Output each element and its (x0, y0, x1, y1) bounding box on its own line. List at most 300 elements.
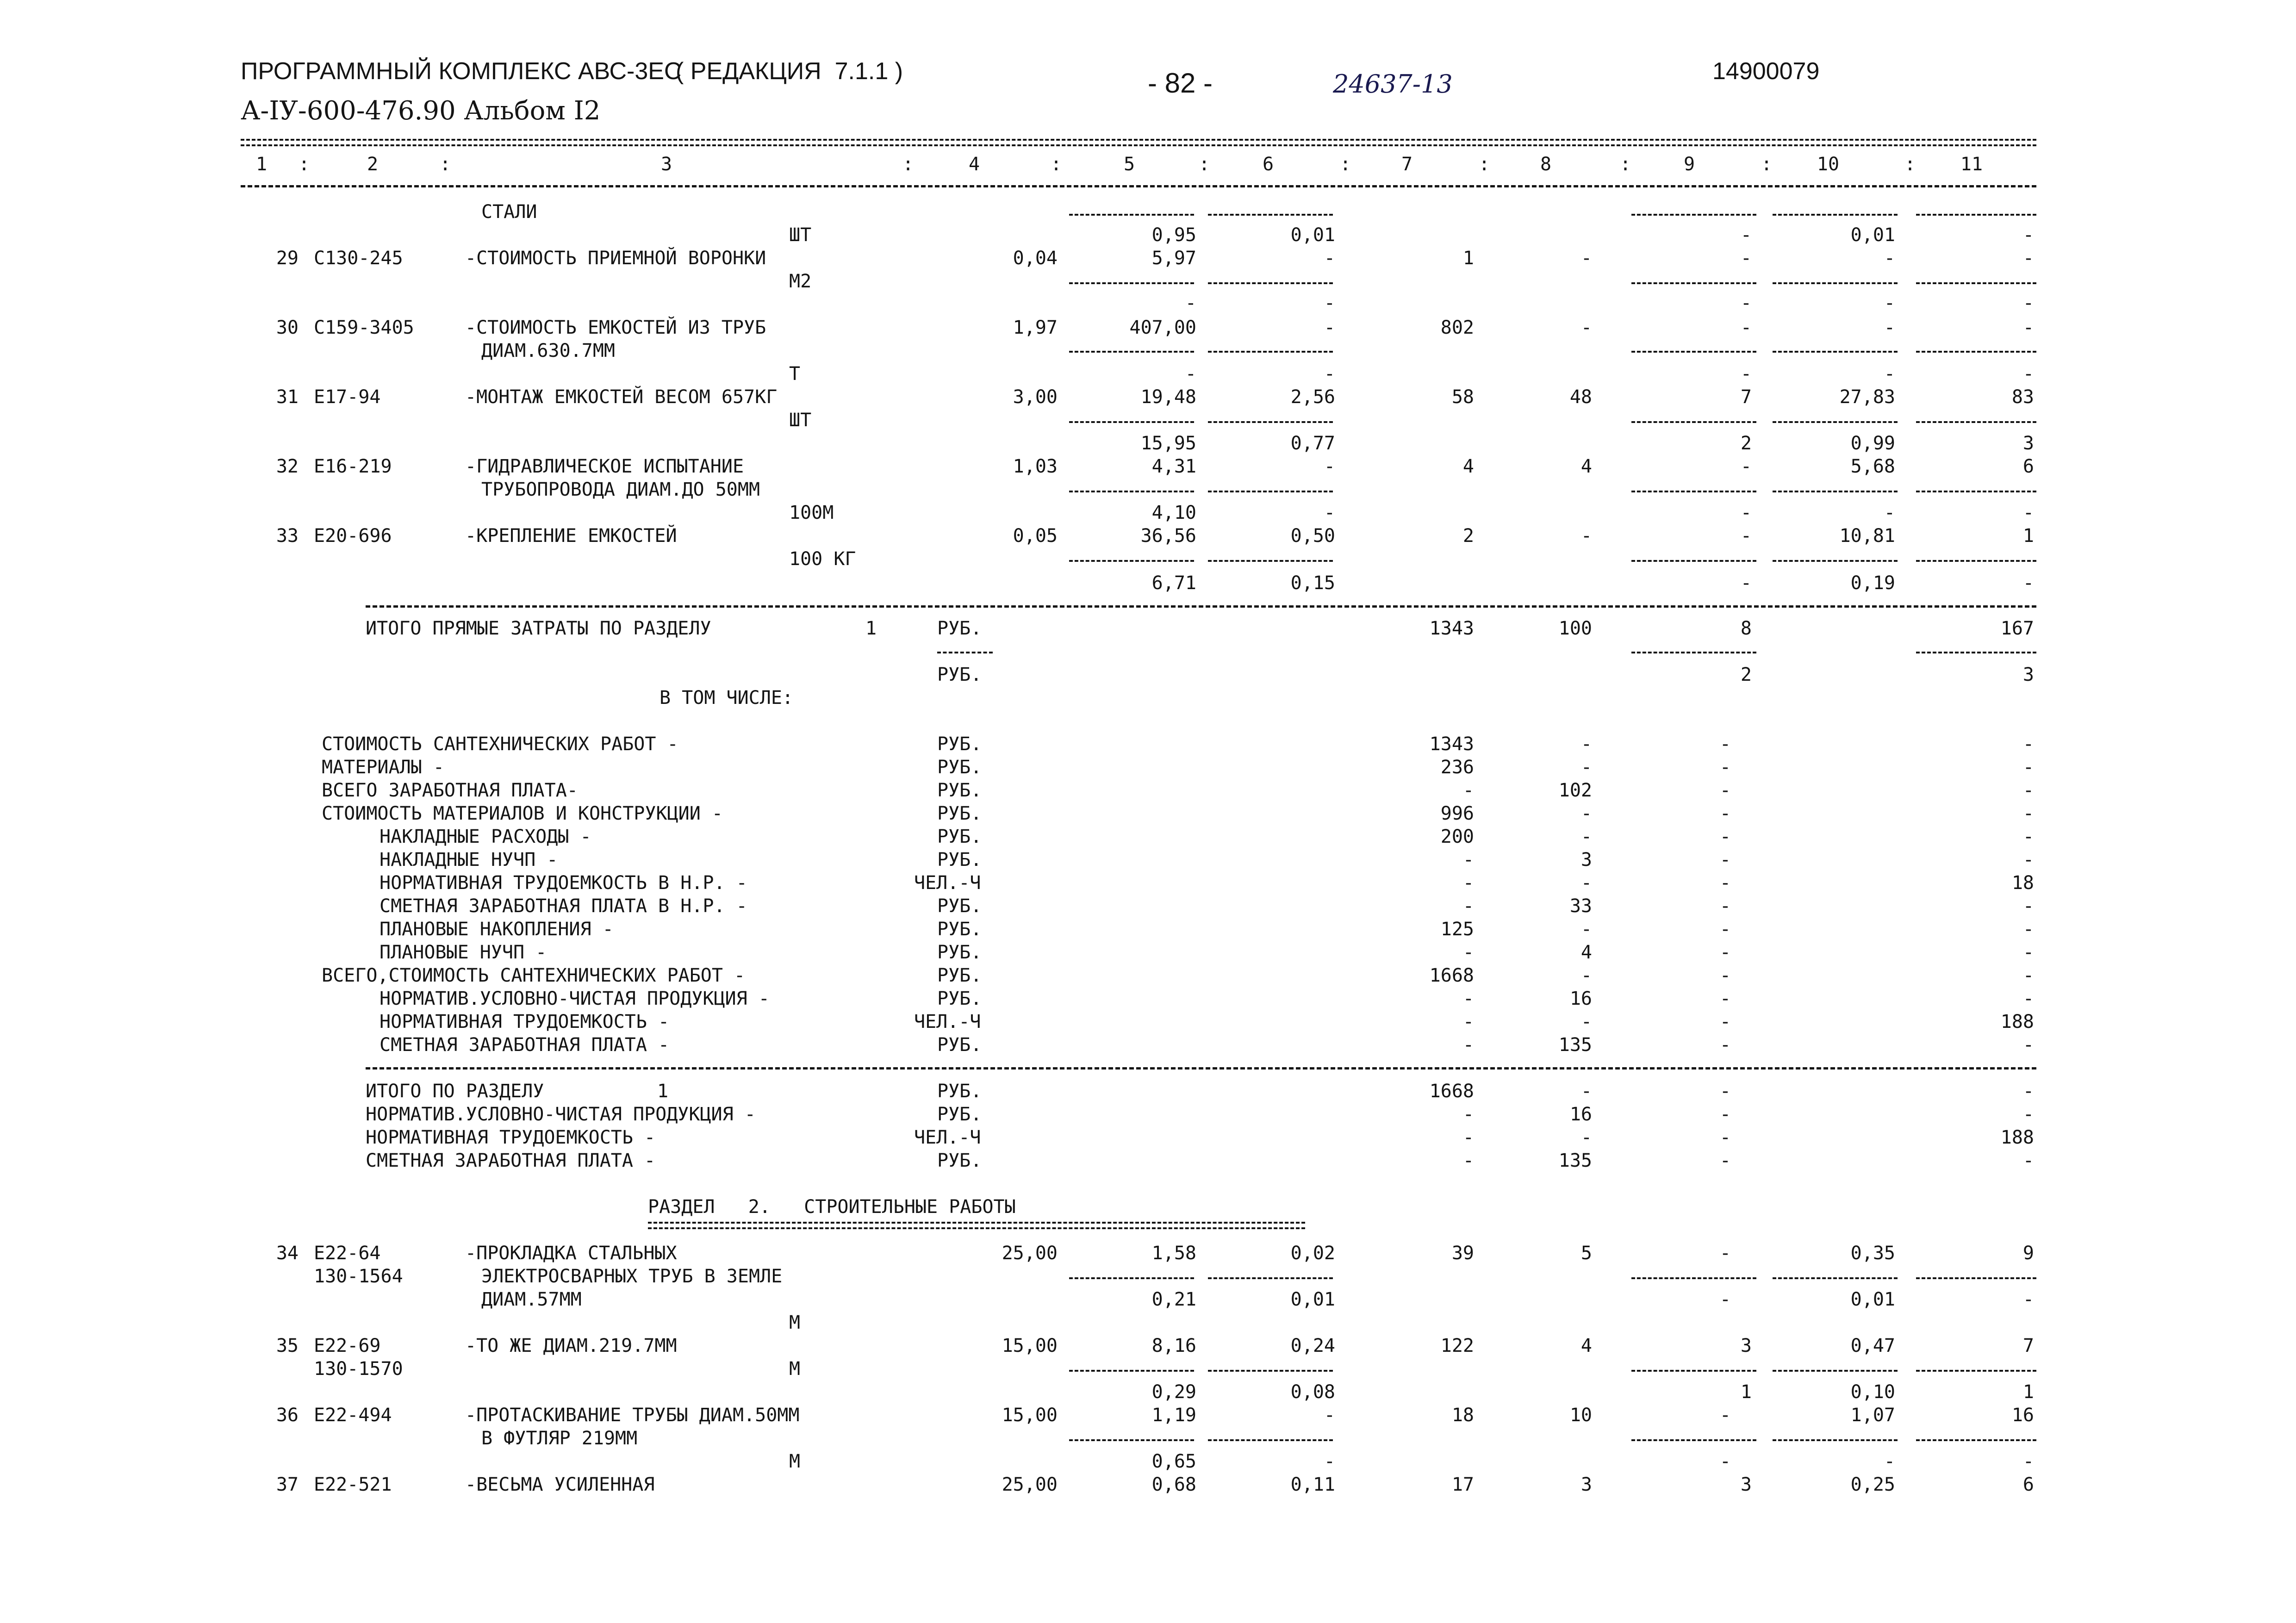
cell-c11: - (2022, 942, 2034, 963)
breakdown-unit: ЧЕЛ.-Ч (914, 872, 981, 894)
cell-divider (937, 652, 993, 653)
cell-c8: - (1580, 757, 1592, 778)
cell-divider (1916, 491, 2036, 492)
item-unit: М2 (789, 271, 812, 292)
col-header: 8 (1540, 154, 1552, 175)
cell-divider (1631, 1370, 1756, 1372)
breakdown-unit: РУБ. (937, 757, 982, 778)
item-description: СТАЛИ (481, 201, 537, 223)
including-heading: В ТОМ ЧИСЛЕ: (660, 687, 793, 709)
item-code: С159-3405 (314, 317, 414, 338)
item-number: 29 (276, 248, 299, 269)
cell-c8: 3 (1580, 849, 1592, 871)
item-description: -КРЕПЛЕНИЕ ЕМКОСТЕЙ (465, 525, 677, 547)
breakdown-unit: РУБ. (937, 1034, 982, 1056)
breakdown-label: МАТЕРИАЛЫ - (322, 757, 444, 778)
cell-c5: 4,31 (1151, 456, 1196, 477)
breakdown-label: ПЛАНОВЫЕ НАКОПЛЕНИЯ - (380, 919, 614, 940)
cell-c10: 0,01 (1850, 1289, 1895, 1310)
section2-underline (648, 1222, 1305, 1229)
cell-c5: 407,00 (1129, 317, 1196, 338)
cell-c8: 16 (1569, 1104, 1592, 1125)
item-number: 33 (276, 525, 299, 547)
section-total-label: СМЕТНАЯ ЗАРАБОТНАЯ ПЛАТА - (366, 1150, 656, 1171)
cell-c7: 802 (1440, 317, 1474, 338)
cell-c9: - (1719, 734, 1731, 755)
cell-c9: - (1719, 1127, 1731, 1148)
item-code: Е16-219 (314, 456, 392, 477)
cell-c9: - (1740, 224, 1752, 246)
cell-c9: - (1719, 1104, 1731, 1125)
item-description: -МОНТАЖ ЕМКОСТЕЙ ВЕСОМ 657КГ (465, 386, 778, 408)
item-description: -СТОИМОСТЬ ПРИЕМНОЙ ВОРОНКИ (465, 248, 766, 269)
section-total-number: 1 (657, 1081, 669, 1102)
item-description: -ВЕСЬМА УСИЛЕННАЯ (465, 1474, 655, 1495)
cell-divider (1631, 491, 1756, 492)
cell-c9: - (1719, 803, 1731, 824)
cell-c7: - (1462, 1150, 1474, 1171)
cell-c8: 4 (1580, 1335, 1592, 1356)
total-label: ИТОГО ПРЯМЫЕ ЗАТРАТЫ ПО РАЗДЕЛУ (366, 618, 711, 639)
section-total-label: НОРМАТИВ.УСЛОВНО-ЧИСТАЯ ПРОДУКЦИЯ - (366, 1104, 756, 1125)
cell-c10: - (1884, 502, 1895, 523)
cell-divider (1631, 214, 1756, 216)
cell-c7: 122 (1440, 1335, 1474, 1356)
col-header: 1 (255, 154, 268, 175)
col-sep: : (1904, 154, 1916, 175)
cell-c4: 15,00 (1002, 1335, 1058, 1356)
total-unit: РУБ. (937, 664, 982, 685)
cell-c7: - (1462, 1127, 1474, 1148)
cell-c7: 125 (1440, 919, 1474, 940)
cell-c4: 3,00 (1013, 386, 1058, 408)
cell-divider (1069, 351, 1194, 353)
cell-c5: 0,65 (1151, 1451, 1196, 1472)
cell-c7: 58 (1451, 386, 1474, 408)
cell-divider (1916, 214, 2036, 216)
edition-label: ( РЕДАКЦИЯ 7.1.1 ) (676, 58, 903, 85)
breakdown-unit: ЧЕЛ.-Ч (914, 1127, 981, 1148)
item-unit: М (789, 1358, 801, 1380)
cell-c11: 188 (2000, 1127, 2034, 1148)
item-description: -ГИДРАВЛИЧЕСКОЕ ИСПЫТАНИЕ (465, 456, 744, 477)
col-header: 3 (660, 154, 672, 175)
item-code: Е22-69 (314, 1335, 381, 1356)
cell-c8: - (1580, 734, 1592, 755)
cell-c11: - (2022, 363, 2034, 385)
cell-c10: 5,68 (1850, 456, 1895, 477)
cell-c6: - (1324, 1405, 1335, 1426)
breakdown-label: ПЛАНОВЫЕ НУЧП - (380, 942, 547, 963)
cell-divider (1773, 214, 1898, 216)
breakdown-label: ВСЕГО ЗАРАБОТНАЯ ПЛАТА- (322, 780, 578, 801)
cell-c8: - (1580, 872, 1592, 894)
item-code: С130-245 (314, 248, 403, 269)
cell-c10: 0,10 (1850, 1381, 1895, 1403)
cell-c4: 0,05 (1013, 525, 1058, 547)
cell-divider (1208, 214, 1333, 216)
cell-c11: 1 (2022, 525, 2034, 547)
cell-c7: - (1462, 1104, 1474, 1125)
cell-c6: 2,56 (1290, 386, 1335, 408)
cell-c7: 1 (1462, 248, 1474, 269)
cell-c11: - (2022, 572, 2034, 594)
total-rule (366, 605, 2036, 608)
cell-c6: 0,11 (1290, 1474, 1335, 1495)
cell-c11: - (2022, 224, 2034, 246)
cell-divider (1631, 652, 1756, 653)
cell-c4: 1,03 (1013, 456, 1058, 477)
cell-c7: 996 (1440, 803, 1474, 824)
cell-c11: - (2022, 1104, 2034, 1125)
item-description: -ТО ЖЕ ДИАМ.219.7ММ (465, 1335, 677, 1356)
cell-c7: - (1462, 872, 1474, 894)
breakdown-label: НОРМАТИВ.УСЛОВНО-ЧИСТАЯ ПРОДУКЦИЯ - (380, 988, 770, 1009)
cell-divider (1631, 282, 1756, 284)
item-unit: ШТ (789, 224, 812, 246)
cell-c7: 200 (1440, 826, 1474, 847)
item-description: -ПРОТАСКИВАНИЕ ТРУБЫ ДИАМ.50ММ (465, 1405, 800, 1426)
cell-c11: - (2022, 734, 2034, 755)
col-sep: : (902, 154, 914, 175)
cell-c7: 18 (1451, 1405, 1474, 1426)
cell-c9: - (1719, 1081, 1731, 1102)
breakdown-label: СМЕТНАЯ ЗАРАБОТНАЯ ПЛАТА В Н.Р. - (380, 895, 747, 917)
cell-divider (1631, 1439, 1756, 1441)
cell-c5: 0,21 (1151, 1289, 1196, 1310)
cell-divider (1773, 1277, 1898, 1279)
cell-c7: - (1462, 1011, 1474, 1032)
cell-divider (1631, 560, 1756, 562)
breakdown-unit: РУБ. (937, 965, 982, 986)
cell-c8: - (1580, 826, 1592, 847)
breakdown-label: НАКЛАДНЫЕ НУЧП - (380, 849, 558, 871)
cell-c9: - (1719, 1034, 1731, 1056)
cell-c11: 9 (2022, 1243, 2034, 1264)
handwritten-code: 24637-13 (1333, 69, 1453, 99)
breakdown-unit: РУБ. (937, 988, 982, 1009)
item-description-cont: ДИАМ.630.7ММ (481, 340, 615, 361)
cell-c8: - (1580, 803, 1592, 824)
breakdown-unit: РУБ. (937, 803, 982, 824)
col-sep: : (1340, 154, 1351, 175)
cell-c9: - (1740, 456, 1752, 477)
cell-divider (1916, 282, 2036, 284)
cell-divider (1916, 421, 2036, 423)
cell-divider (1069, 214, 1194, 216)
cell-divider (1208, 1439, 1333, 1441)
cell-c6: 0,77 (1290, 433, 1335, 454)
cell-divider (1069, 421, 1194, 423)
cell-c8: 48 (1569, 386, 1592, 408)
cell-c7: - (1462, 942, 1474, 963)
breakdown-unit: РУБ. (937, 942, 982, 963)
cell-c11: - (2022, 1081, 2034, 1102)
cell-c10: 10,81 (1839, 525, 1895, 547)
cell-c5: 0,68 (1151, 1474, 1196, 1495)
col-header: 11 (1960, 154, 1983, 175)
cell-c8: - (1580, 317, 1592, 338)
cell-c6: - (1324, 456, 1335, 477)
col-sep: : (440, 154, 451, 175)
cell-c11: 167 (2000, 618, 2034, 639)
item-code: Е20-696 (314, 525, 392, 547)
cell-c8: 4 (1580, 942, 1592, 963)
cell-c9: 7 (1740, 386, 1752, 408)
cell-c5: - (1185, 363, 1196, 385)
section-total-rule (366, 1067, 2036, 1070)
cell-c7: 2 (1462, 525, 1474, 547)
cell-c6: 0,01 (1290, 224, 1335, 246)
item-description-cont: ТРУБОПРОВОДА ДИАМ.ДО 50ММ (481, 479, 760, 500)
cell-c5: - (1185, 292, 1196, 314)
cell-c11: - (2022, 1150, 2034, 1171)
cell-c9: - (1740, 525, 1752, 547)
cell-c6: - (1324, 292, 1335, 314)
col-sep: : (1761, 154, 1773, 175)
item-number: 37 (276, 1474, 299, 1495)
cell-c11: 3 (2022, 664, 2034, 685)
col-header: 7 (1401, 154, 1413, 175)
cell-c7: 1343 (1429, 618, 1474, 639)
item-code: Е22-64 (314, 1243, 381, 1264)
cell-c9: - (1719, 895, 1731, 917)
cell-c9: 3 (1740, 1335, 1752, 1356)
cell-c10: 0,35 (1850, 1243, 1895, 1264)
cell-c9: 3 (1740, 1474, 1752, 1495)
cell-c6: 0,15 (1290, 572, 1335, 594)
cell-c9: - (1719, 919, 1731, 940)
cell-c10: 1,07 (1850, 1405, 1895, 1426)
cell-c8: - (1580, 1127, 1592, 1148)
cell-c10: - (1884, 363, 1895, 385)
cell-c11: 6 (2022, 1474, 2034, 1495)
breakdown-label: ВСЕГО,СТОИМОСТЬ САНТЕХНИЧЕСКИХ РАБОТ - (322, 965, 746, 986)
cell-c9: - (1719, 826, 1731, 847)
item-number: 35 (276, 1335, 299, 1356)
cell-c9: - (1719, 1150, 1731, 1171)
cell-c7: - (1462, 780, 1474, 801)
item-unit: М (789, 1451, 801, 1472)
cell-c8: - (1580, 1011, 1592, 1032)
item-number: 36 (276, 1405, 299, 1426)
cell-c5: 1,19 (1151, 1405, 1196, 1426)
cell-c11: - (2022, 965, 2034, 986)
cell-c5: 1,58 (1151, 1243, 1196, 1264)
cell-c9: - (1719, 1243, 1731, 1264)
item-code: Е22-494 (314, 1405, 392, 1426)
item-code-alt: 130-1564 (314, 1266, 403, 1287)
cell-c5: 4,10 (1151, 502, 1196, 523)
cell-c11: - (2022, 849, 2034, 871)
cell-c11: 6 (2022, 456, 2034, 477)
cell-c11: 188 (2000, 1011, 2034, 1032)
breakdown-unit: РУБ. (937, 919, 982, 940)
cell-c7: - (1462, 988, 1474, 1009)
section-total-label: ИТОГО ПО РАЗДЕЛУ (366, 1081, 544, 1102)
cell-c9: - (1719, 942, 1731, 963)
cell-c5: 5,97 (1151, 248, 1196, 269)
cell-c9: - (1719, 965, 1731, 986)
cell-c9: - (1719, 1289, 1731, 1310)
cell-c9: - (1719, 757, 1731, 778)
cell-divider (1631, 351, 1756, 353)
document-code: 14900079 (1712, 58, 1820, 85)
cell-c7: 39 (1451, 1243, 1474, 1264)
cell-c11: - (2022, 757, 2034, 778)
cell-divider (1631, 421, 1756, 423)
breakdown-label: СТОИМОСТЬ МАТЕРИАЛОВ И КОНСТРУКЦИИ - (322, 803, 723, 824)
cell-c11: - (2022, 248, 2034, 269)
cell-c8: - (1580, 919, 1592, 940)
cell-divider (1916, 652, 2036, 653)
cell-c7: - (1462, 895, 1474, 917)
col-sep: : (1620, 154, 1631, 175)
cell-divider (1916, 351, 2036, 353)
cell-c10: - (1884, 317, 1895, 338)
cell-divider (1208, 421, 1333, 423)
cell-c6: 0,24 (1290, 1335, 1335, 1356)
section-total-label: НОРМАТИВНАЯ ТРУДОЕМКОСТЬ - (366, 1127, 656, 1148)
cell-c11: - (2022, 317, 2034, 338)
cell-c11: - (2022, 1451, 2034, 1472)
cell-divider (1208, 1277, 1333, 1279)
breakdown-label: СТОИМОСТЬ САНТЕХНИЧЕСКИХ РАБОТ - (322, 734, 678, 755)
cell-c8: 102 (1558, 780, 1592, 801)
cell-divider (1773, 491, 1898, 492)
col-header: 5 (1123, 154, 1135, 175)
cell-c9: - (1719, 1405, 1731, 1426)
cell-c11: 3 (2022, 433, 2034, 454)
cell-c5: 15,95 (1140, 433, 1196, 454)
cell-c11: - (2022, 502, 2034, 523)
item-code-alt: 130-1570 (314, 1358, 403, 1380)
cell-c9: - (1740, 363, 1752, 385)
cell-c11: - (2022, 1289, 2034, 1310)
cell-c4: 15,00 (1002, 1405, 1058, 1426)
col-header: 9 (1683, 154, 1695, 175)
cell-c11: 7 (2022, 1335, 2034, 1356)
cell-c9: - (1719, 872, 1731, 894)
cell-divider (1773, 1439, 1898, 1441)
breakdown-unit: РУБ. (937, 826, 982, 847)
cell-divider (1916, 1277, 2036, 1279)
breakdown-unit: РУБ. (937, 780, 982, 801)
cell-c6: 0,02 (1290, 1243, 1335, 1264)
cell-c5: 0,29 (1151, 1381, 1196, 1403)
cell-c7: - (1462, 849, 1474, 871)
item-description: -СТОИМОСТЬ ЕМКОСТЕЙ ИЗ ТРУБ (465, 317, 766, 338)
item-number: 32 (276, 456, 299, 477)
cell-c9: - (1740, 248, 1752, 269)
cell-divider (1916, 1439, 2036, 1441)
cell-c7: 236 (1440, 757, 1474, 778)
col-header: 2 (367, 154, 379, 175)
cell-c9: 2 (1740, 664, 1752, 685)
header-rule-bottom (241, 185, 2036, 187)
cell-divider (1773, 560, 1898, 562)
cell-divider (1069, 491, 1194, 492)
cell-c8: 5 (1580, 1243, 1592, 1264)
cell-divider (1208, 351, 1333, 353)
cell-divider (1773, 421, 1898, 423)
cell-c10: - (1884, 1451, 1895, 1472)
cell-c8: 135 (1558, 1034, 1592, 1056)
cell-c11: - (2022, 1034, 2034, 1056)
cell-c6: - (1324, 502, 1335, 523)
cell-divider (1208, 282, 1333, 284)
cell-c9: - (1740, 292, 1752, 314)
col-sep: : (1051, 154, 1062, 175)
cell-divider (1069, 1439, 1194, 1441)
cell-divider (1916, 560, 2036, 562)
cell-c6: - (1324, 317, 1335, 338)
cell-c8: 3 (1580, 1474, 1592, 1495)
cell-divider (1208, 491, 1333, 492)
col-header: 4 (968, 154, 980, 175)
cell-c11: - (2022, 826, 2034, 847)
cell-divider (1773, 282, 1898, 284)
breakdown-unit: РУБ. (937, 1081, 982, 1102)
breakdown-unit: РУБ. (937, 1104, 982, 1125)
cell-c11: - (2022, 803, 2034, 824)
cell-c9: - (1740, 317, 1752, 338)
col-sep: : (299, 154, 310, 175)
item-unit: ШТ (789, 410, 812, 431)
cell-c4: 1,97 (1013, 317, 1058, 338)
total-section-number: 1 (865, 618, 877, 639)
breakdown-label: НОРМАТИВНАЯ ТРУДОЕМКОСТЬ В Н.Р. - (380, 872, 747, 894)
cell-c11: 1 (2022, 1381, 2034, 1403)
cell-c10: - (1884, 248, 1895, 269)
cell-c5: 8,16 (1151, 1335, 1196, 1356)
cell-c5: 19,48 (1140, 386, 1196, 408)
cell-c5: 36,56 (1140, 525, 1196, 547)
cell-c10: 0,47 (1850, 1335, 1895, 1356)
cell-c6: 0,08 (1290, 1381, 1335, 1403)
cell-divider (1773, 1370, 1898, 1372)
cell-c11: 83 (2011, 386, 2034, 408)
item-code: Е22-521 (314, 1474, 392, 1495)
cell-c7: 1668 (1429, 965, 1474, 986)
breakdown-unit: РУБ. (937, 734, 982, 755)
cell-c9: 1 (1740, 1381, 1752, 1403)
item-unit: М (789, 1312, 801, 1333)
cell-c8: - (1580, 525, 1592, 547)
cell-c10: 27,83 (1839, 386, 1895, 408)
cell-c8: - (1580, 965, 1592, 986)
breakdown-label: НАКЛАДНЫЕ РАСХОДЫ - (380, 826, 591, 847)
cell-c9: - (1719, 780, 1731, 801)
cell-divider (1069, 282, 1194, 284)
cell-c9: - (1719, 1451, 1731, 1472)
item-description: -ПРОКЛАДКА СТАЛЬНЫХ (465, 1243, 677, 1264)
cell-c9: - (1740, 502, 1752, 523)
item-number: 31 (276, 386, 299, 408)
cell-c10: - (1884, 292, 1895, 314)
album-title: А-IУ-600-476.90 Альбом I2 (241, 96, 601, 126)
cell-divider (1069, 1277, 1194, 1279)
cell-c6: - (1324, 248, 1335, 269)
cell-c9: 2 (1740, 433, 1752, 454)
cell-c7: 17 (1451, 1474, 1474, 1495)
cell-divider (1069, 1370, 1194, 1372)
cell-c11: 16 (2011, 1405, 2034, 1426)
cell-c11: - (2022, 919, 2034, 940)
item-number: 34 (276, 1243, 299, 1264)
breakdown-label: СМЕТНАЯ ЗАРАБОТНАЯ ПЛАТА - (380, 1034, 670, 1056)
item-description-cont: В ФУТЛЯР 219ММ (481, 1428, 638, 1449)
